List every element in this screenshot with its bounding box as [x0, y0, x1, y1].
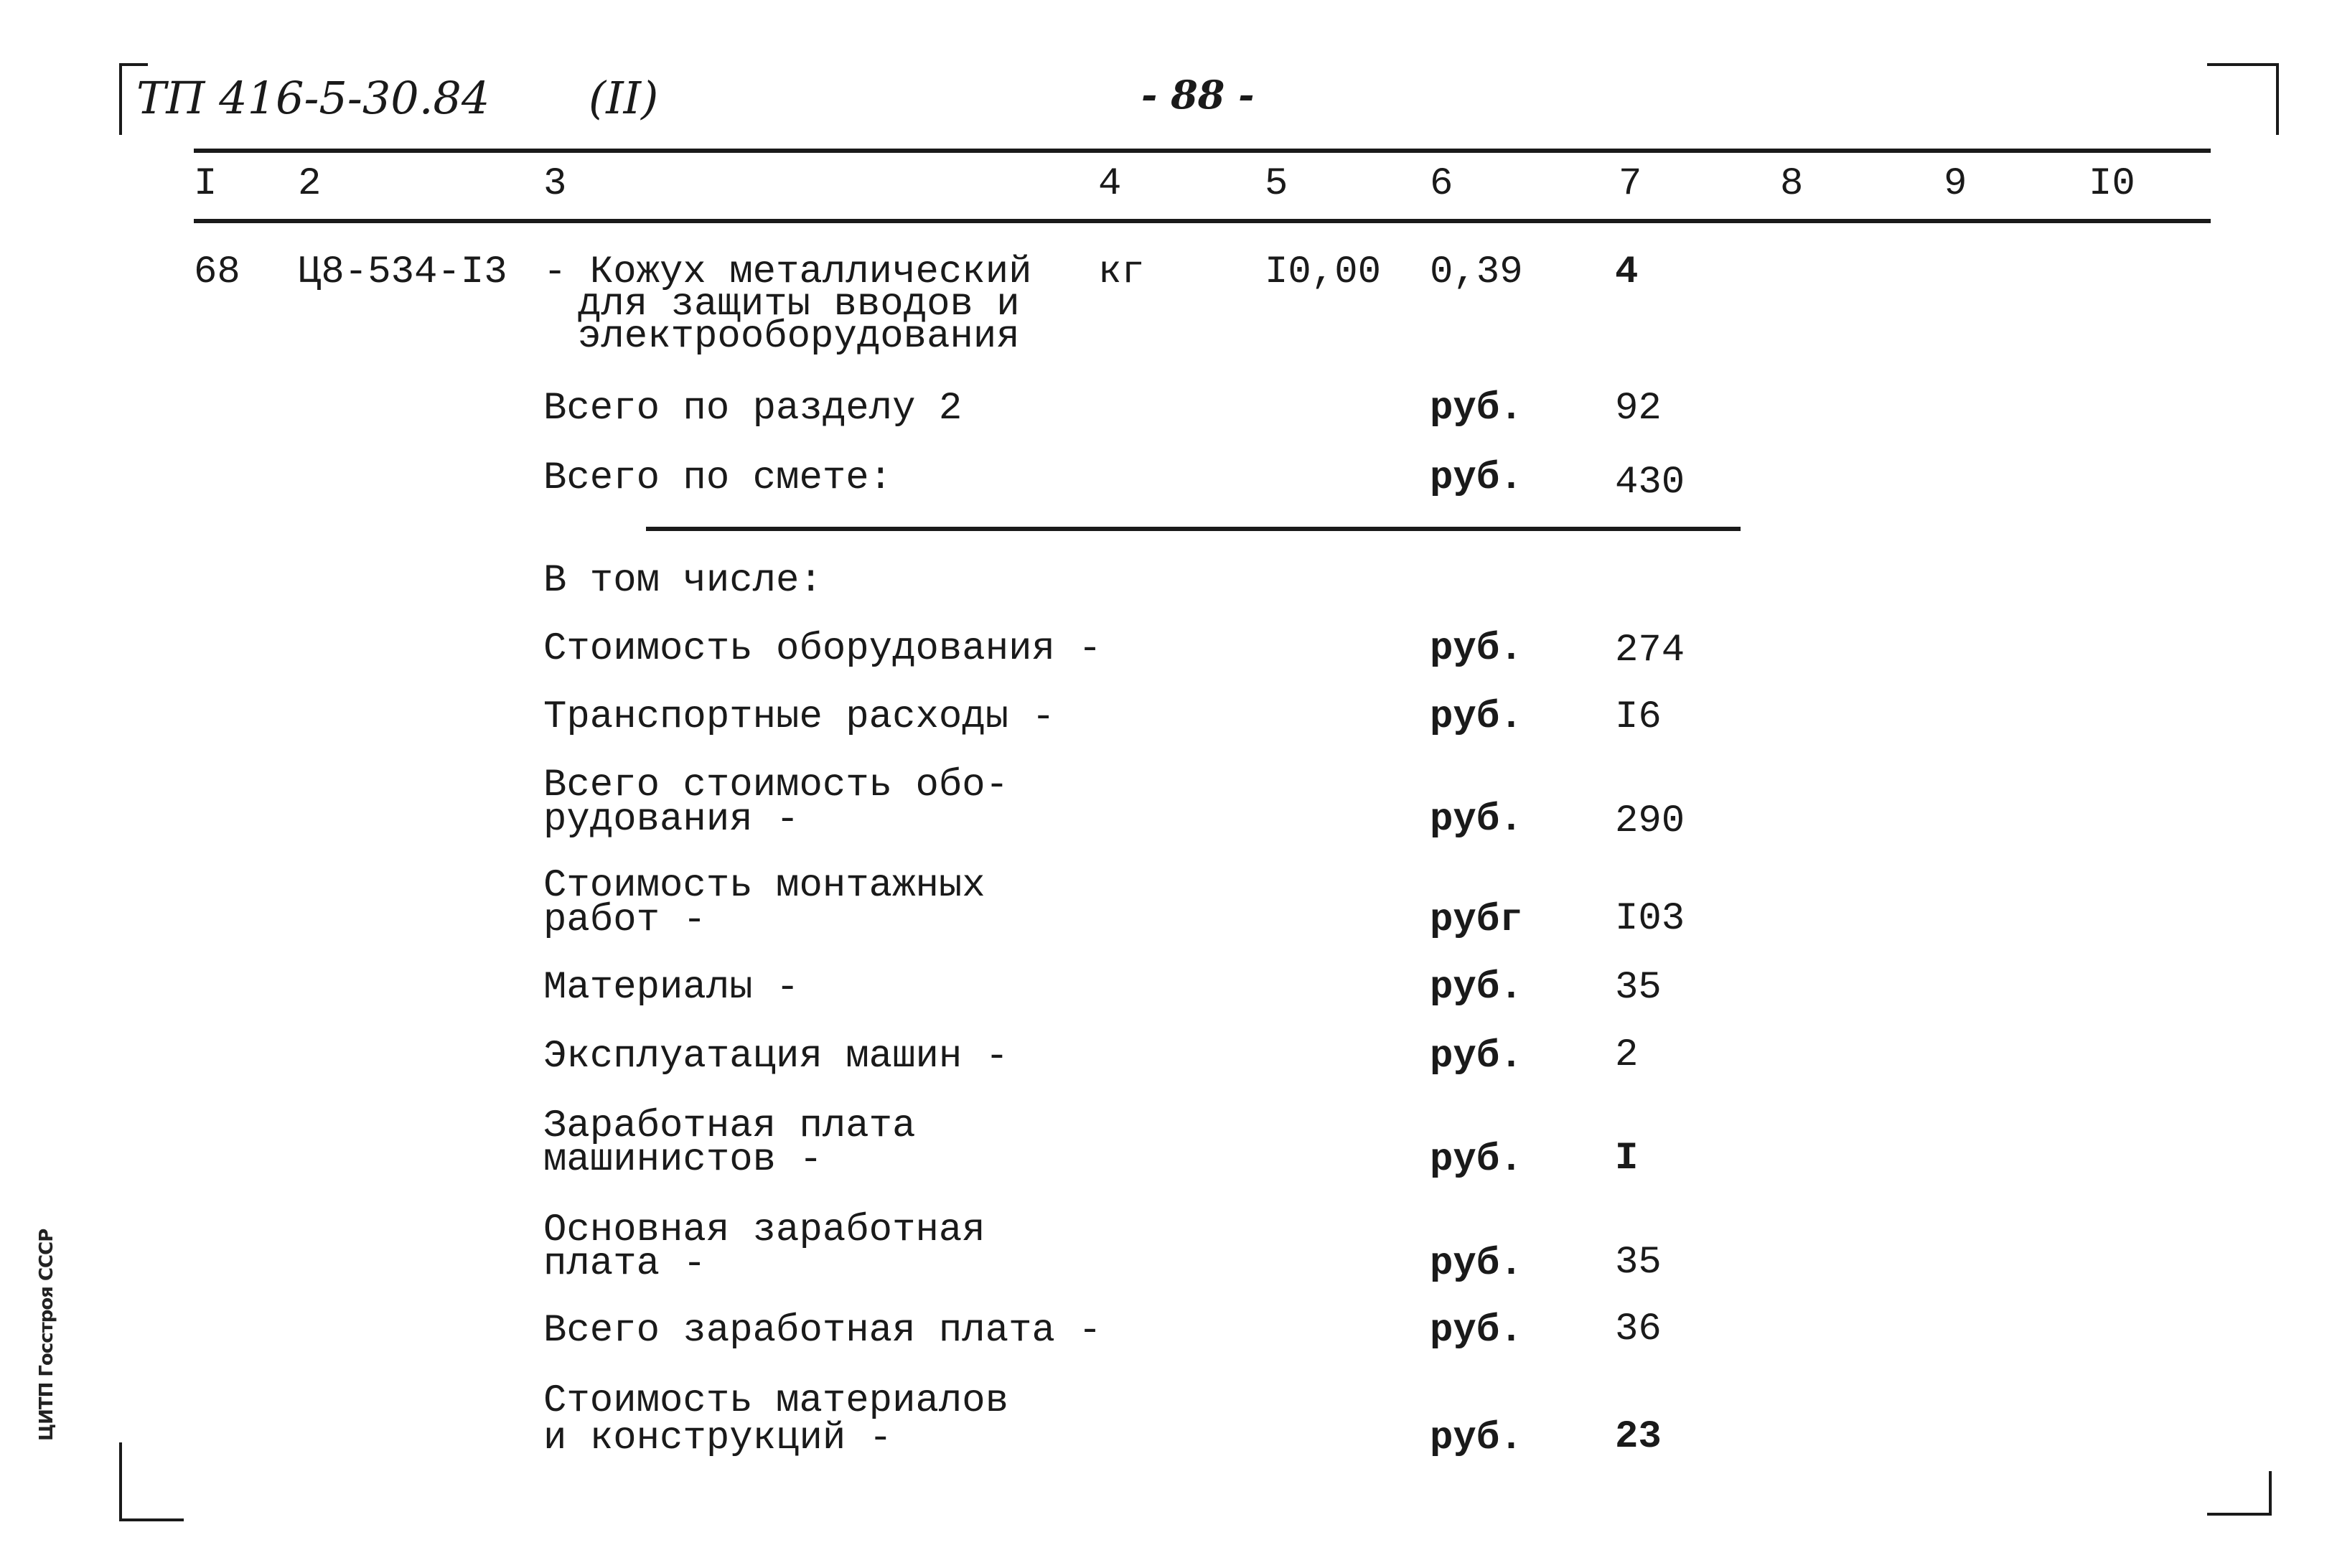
breakdown-unit: руб.: [1430, 1035, 1523, 1079]
frame-corner-top-right: [2276, 63, 2279, 135]
breakdown-label: Эксплуатация машин -: [543, 1035, 1009, 1079]
including-label: В том числе:: [543, 559, 823, 603]
header-bottom-rule: [194, 219, 2211, 223]
col-header: 8: [1780, 162, 1804, 206]
breakdown-value: 2: [1615, 1033, 1639, 1077]
col-header: 3: [543, 162, 567, 206]
breakdown-label: Заработная плата: [543, 1104, 916, 1148]
page-number: - 88 -: [1141, 72, 1255, 118]
breakdown-unit: руб.: [1430, 1138, 1523, 1182]
header-top-rule: [194, 149, 2211, 153]
item-price: 0,39: [1430, 250, 1523, 294]
col-header: I: [194, 162, 217, 206]
estimate-total-unit: руб.: [1430, 456, 1523, 500]
item-unit: кг: [1098, 250, 1145, 294]
section-total-value: 92: [1615, 387, 1662, 431]
doc-part: (II): [589, 72, 659, 124]
breakdown-unit: руб.: [1430, 1309, 1523, 1353]
item-code: Ц8-534-I3: [298, 250, 507, 294]
item-number: 68: [194, 250, 240, 294]
breakdown-value: 274: [1615, 629, 1685, 672]
margin-stamp: ЦИТП Госстроя СССР: [36, 1229, 57, 1441]
breakdown-label: Основная заработная: [543, 1208, 985, 1252]
col-header: 9: [1944, 162, 1967, 206]
item-description-line: для защиты вводов и: [578, 283, 1020, 327]
estimate-total-label: Всего по смете:: [543, 456, 893, 500]
col-header: 2: [298, 162, 322, 206]
frame-corner-bottom-left: [119, 1442, 122, 1521]
doc-code: ТП 416-5-30.84: [136, 72, 490, 124]
breakdown-unit: рубг: [1430, 898, 1523, 942]
breakdown-value: I03: [1615, 897, 1685, 941]
section-total-label: Всего по разделу 2: [543, 387, 963, 431]
totals-divider: [646, 527, 1741, 531]
breakdown-label: машинистов -: [543, 1138, 823, 1182]
breakdown-label: Материалы -: [543, 966, 800, 1010]
breakdown-unit: руб.: [1430, 695, 1523, 739]
breakdown-value: 36: [1615, 1308, 1662, 1351]
estimate-total-value: 430: [1615, 461, 1685, 504]
col-header: 7: [1619, 162, 1642, 206]
item-description-line: - Кожух металлический: [543, 250, 1032, 294]
col-header: I0: [2089, 162, 2135, 206]
frame-corner-bottom-left-h: [119, 1518, 184, 1521]
item-description-line: электрооборудования: [578, 315, 1020, 359]
frame-corner-bottom-right-h: [2207, 1513, 2272, 1516]
breakdown-unit: руб.: [1430, 966, 1523, 1010]
col-header: 5: [1265, 162, 1288, 206]
col-header: 6: [1430, 162, 1453, 206]
frame-corner-top-right-h: [2207, 63, 2279, 66]
frame-corner-bottom-right: [2269, 1471, 2272, 1516]
breakdown-label: плата -: [543, 1242, 706, 1286]
breakdown-value: 35: [1615, 1241, 1662, 1285]
breakdown-label: и конструкций -: [543, 1417, 893, 1460]
breakdown-unit: руб.: [1430, 798, 1523, 842]
breakdown-label: Транспортные расходы -: [543, 695, 1055, 739]
breakdown-value: I: [1615, 1137, 1639, 1180]
frame-corner-top-left-h: [119, 63, 148, 66]
breakdown-value: I6: [1615, 695, 1662, 739]
breakdown-label: работ -: [543, 898, 706, 942]
breakdown-value: 23: [1615, 1415, 1662, 1459]
breakdown-label: Всего стоимость обо-: [543, 764, 1009, 807]
breakdown-label: рудования -: [543, 798, 800, 842]
breakdown-value: 290: [1615, 799, 1685, 843]
breakdown-label: Всего заработная плата -: [543, 1309, 1102, 1353]
breakdown-unit: руб.: [1430, 1242, 1523, 1286]
section-total-unit: руб.: [1430, 387, 1523, 431]
breakdown-label: Стоимость монтажных: [543, 864, 985, 908]
breakdown-unit: руб.: [1430, 1417, 1523, 1460]
breakdown-label: Стоимость оборудования -: [543, 627, 1102, 671]
frame-corner-top-left: [119, 63, 122, 135]
item-total: 4: [1615, 250, 1639, 294]
breakdown-unit: руб.: [1430, 627, 1523, 671]
breakdown-value: 35: [1615, 966, 1662, 1010]
breakdown-label: Стоимость материалов: [543, 1379, 1009, 1423]
item-quantity: I0,00: [1265, 250, 1382, 294]
col-header: 4: [1098, 162, 1122, 206]
